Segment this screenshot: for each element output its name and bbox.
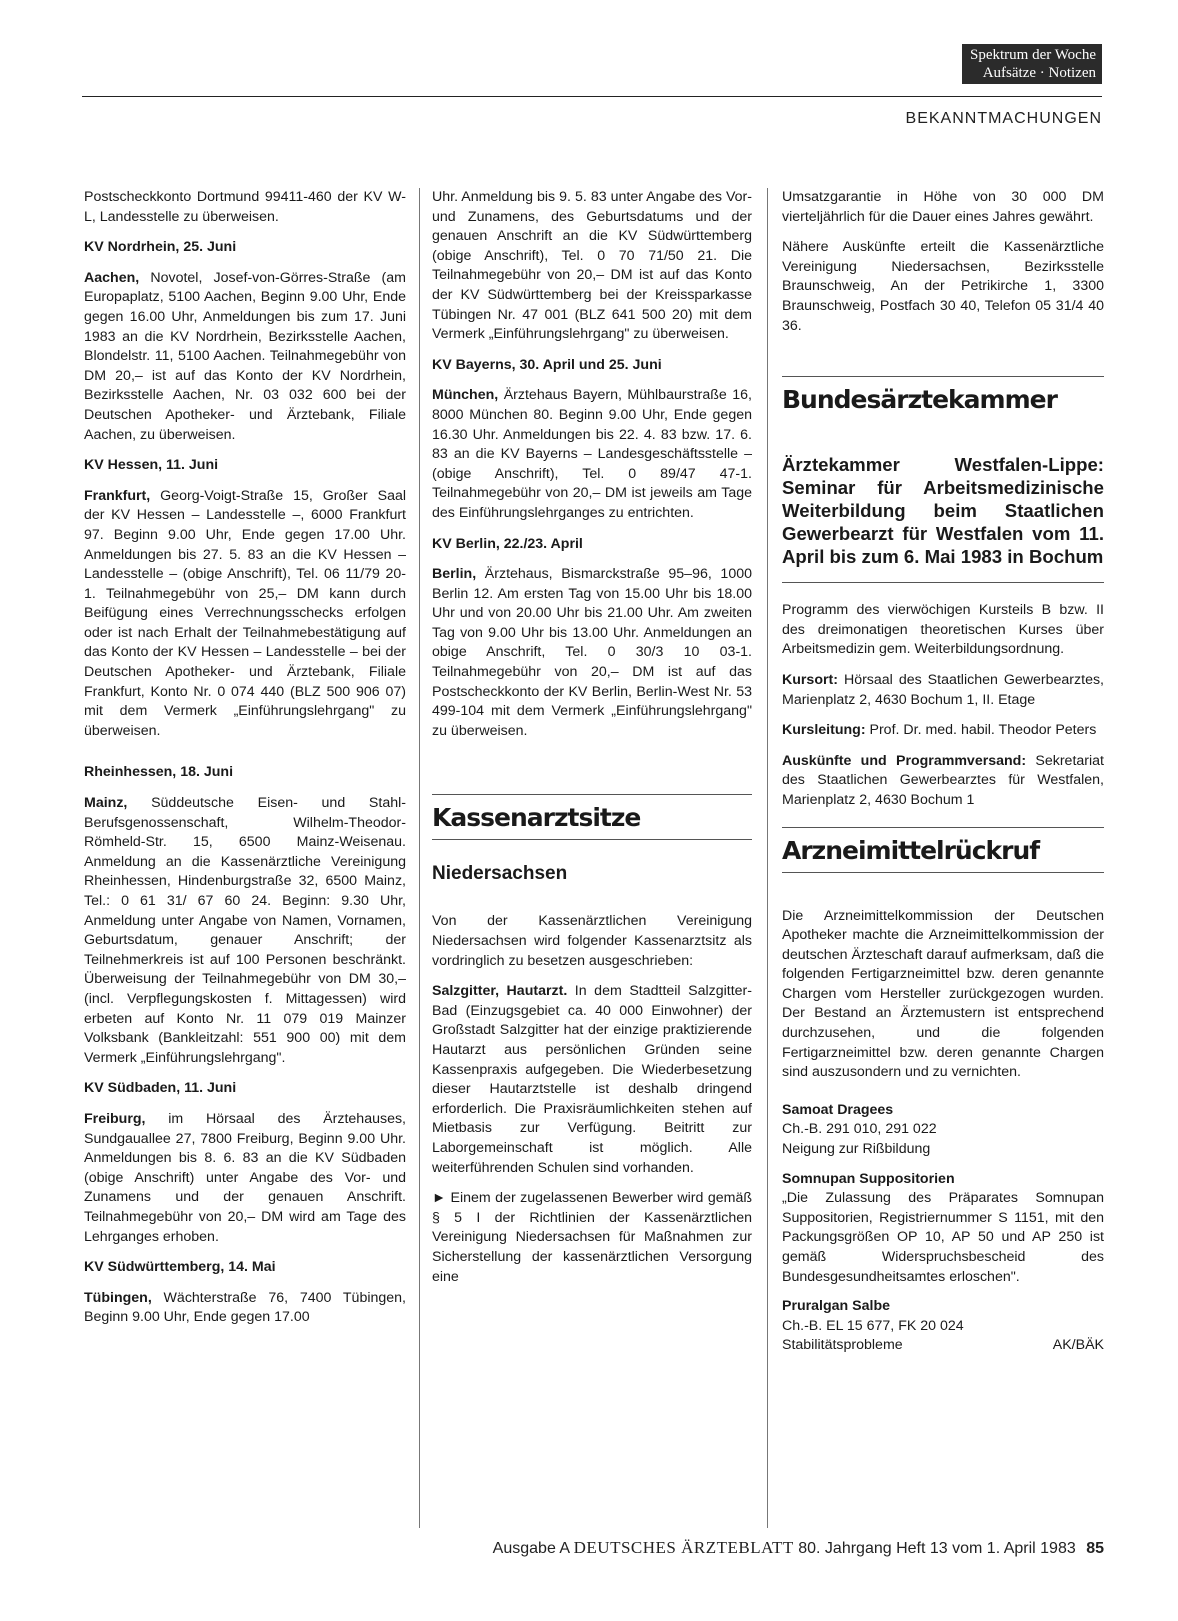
- recall-item-name: Pruralgan Salbe: [782, 1298, 891, 1315]
- recall-item-line: [782, 1336, 1104, 1356]
- section-heading-arzneimittelrueckruf: Arzneimittelrückruf: [782, 827, 1104, 873]
- paragraph: [782, 752, 1104, 811]
- recall-item-line: „Die Zulassung des Präparates Somnupan Suppositorien, Registriernummer S 1151, mit den Packungsgrößen OP 10, AP 50 und AP 250 ist gemäß Widerspruchsbescheid des Bundesgesundheitsamtes erloschen".: [782, 1190, 1104, 1285]
- recall-item-line: Neigung zur Rißbildung: [782, 1141, 931, 1158]
- body-text: Novotel, Josef-von-Görres-Straße (am Europaplatz, 5100 Aachen, Beginn 9.00 Uhr, Ende gegen 16.00 Uhr, Anmeldungen bis zum 17. Juni 1983 an die KV Nordrhein, Bezirksstelle Aachen, Blondelstr. 11, 5100 Aachen. Teilnahmegebühr von DM 20,– ist auf das Konto der KV Nordrhein, Bezirksstelle Aachen, Nr. 03 032 600 bei der Deutschen Apotheker- und Ärztebank, Filiale Aachen, zu überweisen.: [84, 269, 406, 443]
- event-heading: KV Hessen, 11. Juni: [84, 457, 219, 474]
- paragraph: [84, 794, 406, 1068]
- body-text: Süddeutsche Eisen- und Stahl-Berufsgenossenschaft, Wilhelm-Theodor-Römheld-Str. 15, 6500 Mainz-Weisenau. Anmeldung an die Kassenärztliche Vereinigung Rheinhessen, Hindenburgstraße 32, 6500 Mainz, Tel.: 0 61 31/ 67 60 24. Beginn: 9.30 Uhr, Anmeldung unter Angabe von Namen, Vornamen, Geburtsdatum, genauer Anschrift; der Teilnehmerkreis ist auf 100 Personen beschränkt. Überweisung der Teilnahmegebühr von DM 30,– (incl. Verpflegungskosten f. Mittagessen) wird erbeten auf Konto Nr. 11 079 019 Mainzer Volksbank (Bankleitzahl: 551 900 00) mit dem Vermerk „Einführungslehrgang".: [84, 795, 406, 1066]
- page-footer: [0, 1538, 1104, 1558]
- body-text: Prof. Dr. med. habil. Theodor Peters: [865, 722, 1097, 739]
- column-3: [782, 188, 1104, 1366]
- section-tag-line1: Spektrum der Woche: [970, 47, 1096, 63]
- body-text: Ärztehaus Bayern, Mühlbaurstraße 16, 8000 München 80. Beginn 9.00 Uhr, Ende gegen 16.30 Uhr. Anmeldungen bis 22. 4. 83 bzw. 17. 6. 83 an die KV Bayerns – Landesgeschäftsstelle – (obige Anschrift), Tel. 0 89/47 47-1. Teilnahmegebühr von 20,– DM ist jeweils am Tage des Einführungslehrganges zu entrichten.: [432, 387, 752, 521]
- paragraph: Uhr. Anmeldung bis 9. 5. 83 unter Angabe des Vor- und Zunamens, des Geburtsdatums und der genauen Anschrift an die KV Südwürttemberg (obige Anschrift), Tel. 0 70 71/50 21. Die Teilnahmegebühr von 20,– DM ist auf das Konto der KV Südwürttemberg bei der Kreissparkasse Tübingen Nr. 47 001 (BLZ 641 500 20) mit dem Vermerk „Einführungslehrgang" zu überweisen.: [432, 189, 752, 343]
- section-tag: [962, 44, 1102, 84]
- paragraph: [84, 269, 406, 445]
- paragraph: ► Einem der zugelassenen Bewerber wird gemäß § 5 I der Richtlinien der Kassenärztlichen Vereinigung Niedersachsen für Maßnahmen zur Sicherstellung der kassenärztlichen Versorgung eine: [432, 1190, 752, 1285]
- subheading-niedersachsen: Niedersachsen: [432, 863, 568, 885]
- paragraph: Umsatzgarantie in Höhe von 30 000 DM vierteljährlich für die Dauer eines Jahres gewährt.: [782, 189, 1104, 225]
- recall-item-text: Stabilitätsprobleme: [782, 1337, 903, 1354]
- lead-text: München,: [432, 387, 499, 404]
- event-heading: KV Südwürttemberg, 14. Mai: [84, 1259, 276, 1276]
- paragraph: [432, 982, 752, 1178]
- section-heading-kassenarztsitze: Kassenarztsitze: [432, 794, 752, 840]
- paragraph: [84, 1289, 406, 1328]
- body-text: Hörsaal des Staatlichen Gewerbearztes, Marienplatz 2, 4630 Bochum 1, II. Etage: [782, 671, 1104, 708]
- signoff: AK/BÄK: [1052, 1337, 1104, 1354]
- paragraph: Nähere Auskünfte erteilt die Kassenärztliche Vereinigung Niedersachsen, Bezirksstelle Braunschweig, An der Petrikirche 1, 3300 Braunschweig, Postfach 30 40, Telefon 05 31/4 40 36.: [782, 239, 1104, 334]
- paragraph: Postscheckkonto Dortmund 99411-460 der KV W-L, Landesstelle zu überweisen.: [84, 189, 406, 225]
- footer-journal: DEUTSCHES ÄRZTEBLATT: [573, 1538, 794, 1557]
- body-text: Georg-Voigt-Straße 15, Großer Saal der KV Hessen – Landesstelle –, 6000 Frankfurt 97. Beginn 9.00 Uhr, Ende gegen 17.00 Uhr. Anmeldungen bis 27. 5. 83 an die KV Hessen – Landesstelle – (obige Anschrift), Tel. 06 11/79 20-1. Teilnahmegebühr von 25,– DM kann durch Beifügung eines Verrechnungsschecks erfolgen oder ist nach Erhalt der Teilnahmebestätigung auf das Konto der KV Hessen – Landesstelle – bei der Deutschen Apotheker- und Ärztebank, Filiale Frankfurt, Konto Nr. 0 074 440 (BLZ 500 906 07) mit dem Vermerk „Einführungslehrgang" zu überweisen.: [84, 487, 406, 739]
- recall-item-name: Somnupan Suppositorien: [782, 1170, 955, 1187]
- event-heading: KV Bayerns, 30. April und 25. Juni: [432, 356, 662, 373]
- lead-text: Auskünfte und Programmversand:: [782, 752, 1027, 769]
- event-heading: KV Nordrhein, 25. Juni: [84, 239, 237, 256]
- recall-item-line: Ch.-B. EL 15 677, FK 20 024: [782, 1317, 964, 1334]
- lead-text: Freiburg,: [84, 1110, 146, 1127]
- footer-issue: 80. Jahrgang Heft 13 vom 1. April 1983: [798, 1540, 1076, 1557]
- column-divider-2: [767, 188, 768, 1528]
- body-text: Sekretariat des Staatlichen Gewerbearztes für Westfalen, Marienplatz 2, 4630 Bochum 1: [782, 752, 1104, 808]
- event-heading: Rheinhessen, 18. Juni: [84, 764, 234, 781]
- paragraph: [432, 565, 752, 741]
- paragraph: [432, 386, 752, 523]
- lead-text: Aachen,: [84, 269, 140, 286]
- body-text: Wächterstraße 76, 7400 Tübingen, Beginn 9.00 Uhr, Ende gegen 17.00: [84, 1289, 406, 1326]
- paragraph: Programm des vierwöchigen Kursteils B bzw. II des dreimonatigen theoretischen Kurses über Arbeitsmedizin gem. Weiterbildungsordnung.: [782, 602, 1104, 658]
- column-2: [432, 188, 752, 1298]
- recall-item-name: Samoat Dragees: [782, 1101, 894, 1118]
- paragraph: [782, 671, 1104, 710]
- lead-text: Frankfurt,: [84, 487, 151, 504]
- section-label: BEKANNTMACHUNGEN: [905, 110, 1102, 127]
- section-heading-bundesaerztekammer: Bundesärztekammer: [782, 376, 1104, 419]
- paragraph: [782, 721, 1104, 741]
- lead-text: Kursleitung:: [782, 722, 866, 739]
- event-heading: KV Berlin, 22./23. April: [432, 535, 583, 552]
- recall-item: [782, 1297, 1104, 1356]
- column-1: [84, 188, 406, 1339]
- lead-text: Berlin,: [432, 566, 477, 583]
- body-text: Ärztehaus, Bismarckstraße 95–96, 1000 Berlin 12. Am ersten Tag von 15.00 Uhr bis 18.00 Uhr und von 20.00 Uhr bis 21.00 Uhr. Am zweiten Tag von 9.00 Uhr bis 13.00 Uhr. Anmeldungen an obige Anschrift, Tel. 0 30/3 10 03-1. Teilnahmegebühr von 20,– DM ist auf das Postscheckkonto der KV Berlin, Berlin-West Nr. 53 499-104 mit dem Vermerk „Einführungslehrgang" zu überweisen.: [432, 566, 752, 739]
- column-divider-1: [419, 188, 420, 1528]
- event-heading: KV Südbaden, 11. Juni: [84, 1080, 237, 1097]
- recall-item: [782, 1101, 1104, 1160]
- recall-item: [782, 1170, 1104, 1288]
- body-text: In dem Stadtteil Salzgitter-Bad (Einzugsgebiet ca. 40 000 Einwohner) der Großstadt Salzgitter hat der einzige praktizierende Hautarzt aus persönlichen Gründen seine Kassenpraxis aufgegeben. Die Wiederbesetzung dieser Hautarztstelle ist deshalb dringend erforderlich. Die Praxisräumlichkeiten stehen auf Mietbasis zur Verfügung. Beitritt zur Laborgemeinschaft ist möglich. Alle weiterführenden Schulen sind vorhanden.: [432, 983, 752, 1176]
- paragraph: Von der Kassenärztlichen Vereinigung Niedersachsen wird folgender Kassenarztsitz als vordringlich zu besetzen ausgeschrieben:: [432, 913, 752, 969]
- lead-text: Kursort:: [782, 671, 838, 688]
- recall-item-line: Ch.-B. 291 010, 291 022: [782, 1121, 937, 1138]
- page-number: 85: [1086, 1540, 1104, 1557]
- paragraph: [84, 487, 406, 742]
- lead-text: Mainz,: [84, 795, 128, 812]
- paragraph: [84, 1110, 406, 1247]
- lead-text: Tübingen,: [84, 1289, 152, 1306]
- paragraph: Die Arzneimittelkommission der Deutschen Apotheker machte die Arzneimittelkommission der deutschen Ärzteschaft darauf aufmerksam, daß die folgenden Fertigarzneimittel bzw. deren genannte Chargen vom Hersteller zurückgezogen wurden. Der Bestand an Ärztemustern ist entsprechend durchzusehen, und die folgenden Fertigarzneimittel bzw. deren genannte Chargen sind auszusondern und zu vernichten.: [782, 907, 1104, 1081]
- section-tag-line2: Aufsätze · Notizen: [982, 65, 1096, 81]
- header-rule: [82, 96, 1102, 97]
- article-title: Ärztekammer Westfalen-Lippe: Seminar für Arbeitsmedizinische Weiterbildung beim Staatlichen Gewerbearzt für Westfalen vom 11. April bis zum 6. Mai 1983 in Bochum: [782, 453, 1104, 583]
- spacer: [432, 752, 752, 786]
- footer-edition: Ausgabe A: [492, 1540, 570, 1557]
- lead-text: Salzgitter, Hautarzt.: [432, 983, 568, 1000]
- body-text: im Hörsaal des Ärztehauses, Sundgauallee 27, 7800 Freiburg, Beginn 9.00 Uhr. Anmeldungen bis 8. 6. 83 an die KV Südbaden (obige Anschrift) unter Angabe des Vor- und Zunamens und der genauen Anschrift. Teilnahmegebühr von 20,– DM wird am Tage des Lehrganges erhoben.: [84, 1110, 406, 1245]
